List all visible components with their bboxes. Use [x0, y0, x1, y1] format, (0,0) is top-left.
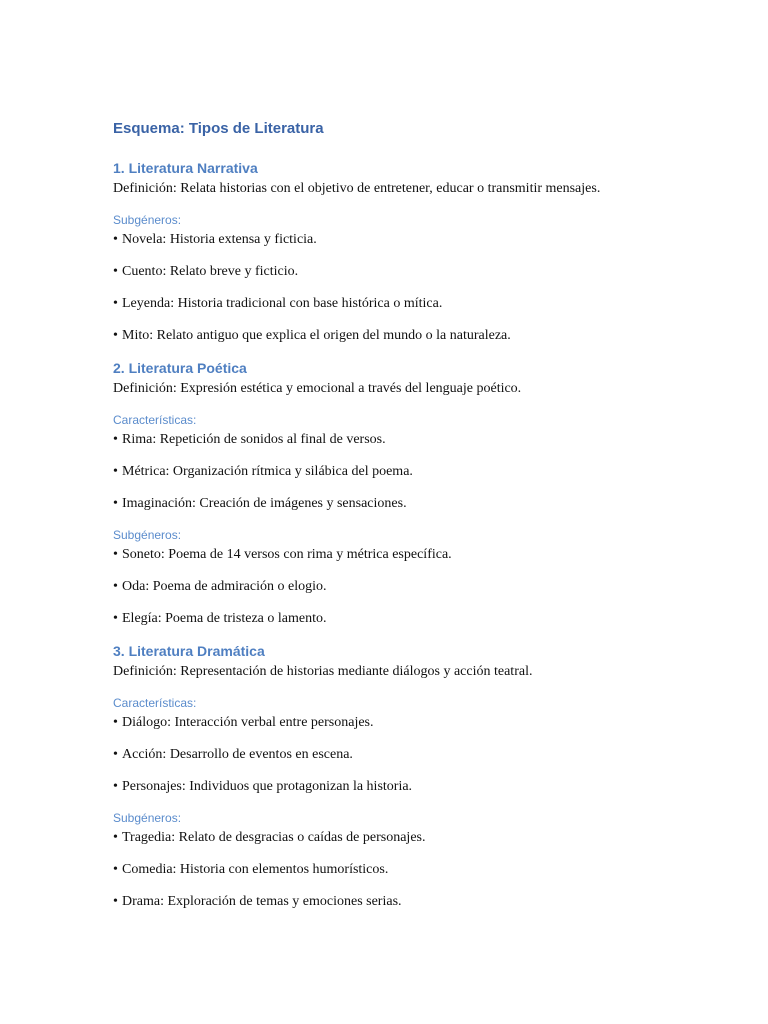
- list-item: • Diálogo: Interacción verbal entre personajes.: [113, 712, 713, 733]
- list-item: • Imaginación: Creación de imágenes y sensaciones.: [113, 493, 713, 514]
- bullet: •: [113, 579, 118, 594]
- bullet: •: [113, 328, 118, 343]
- list-item: • Rima: Repetición de sonidos al final de versos.: [113, 429, 713, 450]
- section-heading: 1. Literatura Narrativa: [113, 160, 258, 176]
- bullet: •: [113, 464, 118, 479]
- list-item: • Comedia: Historia con elementos humorísticos.: [113, 859, 713, 880]
- list-item: • Novela: Historia extensa y ficticia.: [113, 229, 713, 250]
- bullet: •: [113, 715, 118, 730]
- section-poetica: [113, 358, 713, 629]
- caracteristicas-list: [113, 429, 713, 514]
- document-title: Esquema: Tipos de Literatura: [113, 120, 324, 137]
- subgeneros-list: [113, 229, 713, 346]
- bullet: •: [113, 894, 118, 909]
- bullet: •: [113, 611, 118, 626]
- subgeneros-list: [113, 544, 713, 629]
- section-heading: 3. Literatura Dramática: [113, 643, 265, 659]
- list-item: • Elegía: Poema de tristeza o lamento.: [113, 608, 713, 629]
- bullet: •: [113, 432, 118, 447]
- list-item: • Oda: Poema de admiración o elogio.: [113, 576, 713, 597]
- list-item: • Métrica: Organización rítmica y silábica del poema.: [113, 461, 713, 482]
- bullet: •: [113, 862, 118, 877]
- caracteristicas-label: Características:: [113, 413, 197, 427]
- subgeneros-label: Subgéneros:: [113, 213, 182, 227]
- list-item: • Personajes: Individuos que protagonizan la historia.: [113, 776, 713, 797]
- bullet: •: [113, 830, 118, 845]
- section-heading: 2. Literatura Poética: [113, 360, 247, 376]
- list-item: • Mito: Relato antiguo que explica el origen del mundo o la naturaleza.: [113, 325, 713, 346]
- list-item: • Cuento: Relato breve y ficticio.: [113, 261, 713, 282]
- caracteristicas-list: [113, 712, 713, 797]
- bullet: •: [113, 264, 118, 279]
- subgeneros-label: Subgéneros:: [113, 528, 182, 542]
- subgeneros-list: [113, 827, 713, 912]
- bullet: •: [113, 496, 118, 511]
- bullet: •: [113, 232, 118, 247]
- subgeneros-label: Subgéneros:: [113, 811, 182, 825]
- list-item: • Leyenda: Historia tradicional con base histórica o mítica.: [113, 293, 713, 314]
- section-narrativa: [113, 158, 713, 346]
- list-item: • Drama: Exploración de temas y emociones serias.: [113, 891, 713, 912]
- section-dramatica: [113, 641, 713, 912]
- bullet: •: [113, 547, 118, 562]
- document-content: [113, 118, 713, 912]
- section-definition: Definición: Relata historias con el objetivo de entretener, educar o transmitir mensajes.: [113, 181, 601, 196]
- section-definition: Definición: Expresión estética y emocional a través del lenguaje poético.: [113, 381, 522, 396]
- bullet: •: [113, 747, 118, 762]
- caracteristicas-label: Características:: [113, 696, 197, 710]
- bullet: •: [113, 779, 118, 794]
- bullet: •: [113, 296, 118, 311]
- list-item: • Soneto: Poema de 14 versos con rima y métrica específica.: [113, 544, 713, 565]
- section-definition: Definición: Representación de historias mediante diálogos y acción teatral.: [113, 664, 533, 679]
- list-item: • Acción: Desarrollo de eventos en escena.: [113, 744, 713, 765]
- list-item: • Tragedia: Relato de desgracias o caídas de personajes.: [113, 827, 713, 848]
